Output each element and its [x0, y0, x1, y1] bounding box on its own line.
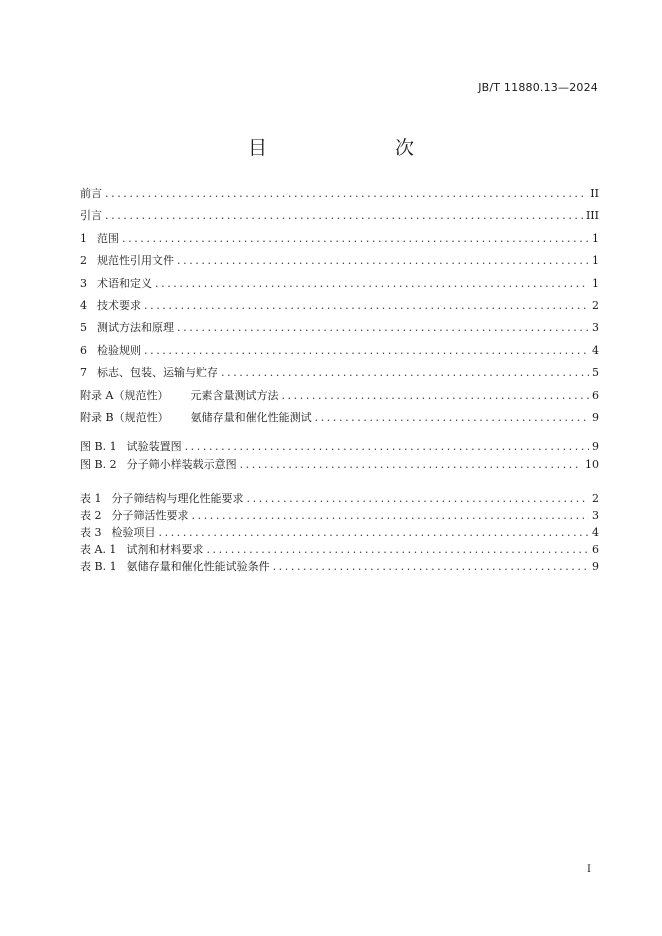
toc-entry-label: 技术要求	[97, 298, 141, 312]
toc-entry-page: 1	[592, 231, 599, 245]
toc-leader	[159, 524, 590, 541]
toc-entry-3[interactable]	[80, 273, 599, 295]
toc-entry-number: 表 2	[80, 509, 102, 522]
toc-entry-number: 表 3	[80, 526, 102, 539]
toc-entry-page: 4	[592, 526, 599, 539]
toc-leader	[273, 558, 589, 575]
toc-entry-label: 分子筛结构与理化性能要求	[111, 492, 244, 505]
toc-entry-label: 引言	[80, 209, 102, 223]
toc-entry-annex-a[interactable]	[80, 385, 599, 407]
toc-entry-label: 测试方法和原理	[97, 321, 174, 335]
toc-entry-label: 试验装置图	[126, 440, 182, 453]
toc-entry-page: 9	[592, 560, 599, 573]
toc-entry-number: 3	[80, 276, 87, 290]
toc-entry-table-b1[interactable]	[80, 558, 599, 575]
toc-leader	[144, 295, 589, 317]
toc-entry-label: 氨储存量和催化性能试验条件	[126, 560, 270, 573]
toc-main	[80, 183, 599, 429]
toc-entry-number: 4	[80, 298, 87, 312]
toc-entry-number: 附录 B（规范性）	[80, 410, 169, 424]
toc-entry-1[interactable]	[80, 228, 599, 250]
toc-entry-page: 9	[592, 440, 599, 453]
toc-entry-6[interactable]	[80, 340, 599, 362]
toc-entry-number: 6	[80, 343, 87, 357]
toc-leader	[144, 340, 589, 362]
toc-leader	[240, 456, 582, 474]
toc-entry-page: 6	[592, 388, 599, 402]
toc-entry-2[interactable]	[80, 250, 599, 272]
toc-entry-figure-b2[interactable]	[80, 456, 599, 474]
toc-entry-number: 表 A. 1	[80, 543, 117, 556]
toc-figures	[80, 438, 599, 474]
toc-entry-page: 2	[592, 492, 599, 505]
toc-leader	[221, 362, 589, 384]
toc-leader	[247, 490, 590, 507]
toc-entry-5[interactable]	[80, 317, 599, 339]
toc-entry-number: 表 1	[80, 492, 102, 505]
page-title: 目 次	[247, 137, 444, 159]
toc-leader	[177, 250, 589, 272]
toc-entry-label: 试剂和材料要求	[126, 543, 204, 556]
toc-entry-table-2[interactable]	[80, 507, 599, 524]
toc-entry-page: II	[590, 187, 599, 200]
page-number: I	[587, 864, 591, 875]
toc-leader	[122, 228, 589, 250]
toc-entry-label: 分子筛活性要求	[111, 509, 189, 522]
toc-entry-number: 2	[80, 254, 87, 268]
toc-entry-label: 术语和定义	[97, 276, 152, 290]
toc-entry-page: 2	[592, 298, 599, 312]
toc-entry-7[interactable]	[80, 362, 599, 384]
toc-entry-number: 表 B. 1	[80, 560, 117, 573]
toc-entry-annex-b[interactable]	[80, 407, 599, 429]
toc-leader	[185, 438, 589, 456]
toc-leader	[315, 407, 589, 429]
toc-entry-number: 1	[80, 231, 87, 245]
toc-entry-label: 检验项目	[111, 526, 156, 539]
toc-entry-page: 1	[592, 276, 599, 290]
toc-entry-page: 10	[585, 458, 599, 471]
toc-entry-number: 5	[80, 321, 87, 335]
toc-entry-4[interactable]	[80, 295, 599, 317]
toc-entry-label: 范围	[97, 231, 119, 245]
toc-entry-label: 氨储存量和催化性能测试	[190, 410, 312, 424]
toc-leader	[281, 385, 589, 407]
toc-entry-number: 7	[80, 366, 87, 380]
toc-entry-page: 5	[592, 366, 599, 380]
toc-entry-table-1[interactable]	[80, 490, 599, 507]
toc-entry-page: 6	[592, 543, 599, 556]
toc-entry-number: 图 B. 1	[80, 440, 117, 453]
toc-entry-page: 1	[592, 254, 599, 268]
toc-leader	[206, 541, 589, 558]
toc-entry-number: 附录 A（规范性）	[80, 388, 169, 402]
toc-leader	[192, 507, 590, 524]
toc-entry-label: 元素含量测试方法	[190, 388, 279, 402]
toc-entry-page: 4	[592, 343, 599, 357]
toc-leader	[177, 317, 589, 339]
toc-leader	[105, 183, 587, 205]
toc-tables	[80, 490, 599, 575]
document-code: JB/T 11880.13—2024	[478, 81, 598, 94]
toc-entry-label: 标志、包装、运输与贮存	[97, 366, 218, 380]
toc-entry-label: 规范性引用文件	[97, 254, 174, 268]
toc-entry-figure-b1[interactable]	[80, 438, 599, 456]
toc-entry-table-a1[interactable]	[80, 541, 599, 558]
toc-entry-label: 分子筛小样装载示意图	[126, 458, 237, 471]
toc-entry-label: 检验规则	[97, 343, 141, 357]
toc-entry-page: 3	[592, 509, 599, 522]
toc-entry-table-3[interactable]	[80, 524, 599, 541]
toc-entry-foreword[interactable]	[80, 183, 599, 205]
toc-entry-introduction[interactable]	[80, 205, 599, 227]
toc-entry-page: 9	[592, 410, 599, 424]
toc-entry-page: III	[585, 209, 599, 223]
toc-leader	[155, 273, 589, 295]
toc-entry-page: 3	[592, 321, 599, 335]
toc-entry-label: 前言	[80, 187, 102, 200]
toc-entry-number: 图 B. 2	[80, 458, 117, 471]
toc-leader	[105, 205, 583, 227]
